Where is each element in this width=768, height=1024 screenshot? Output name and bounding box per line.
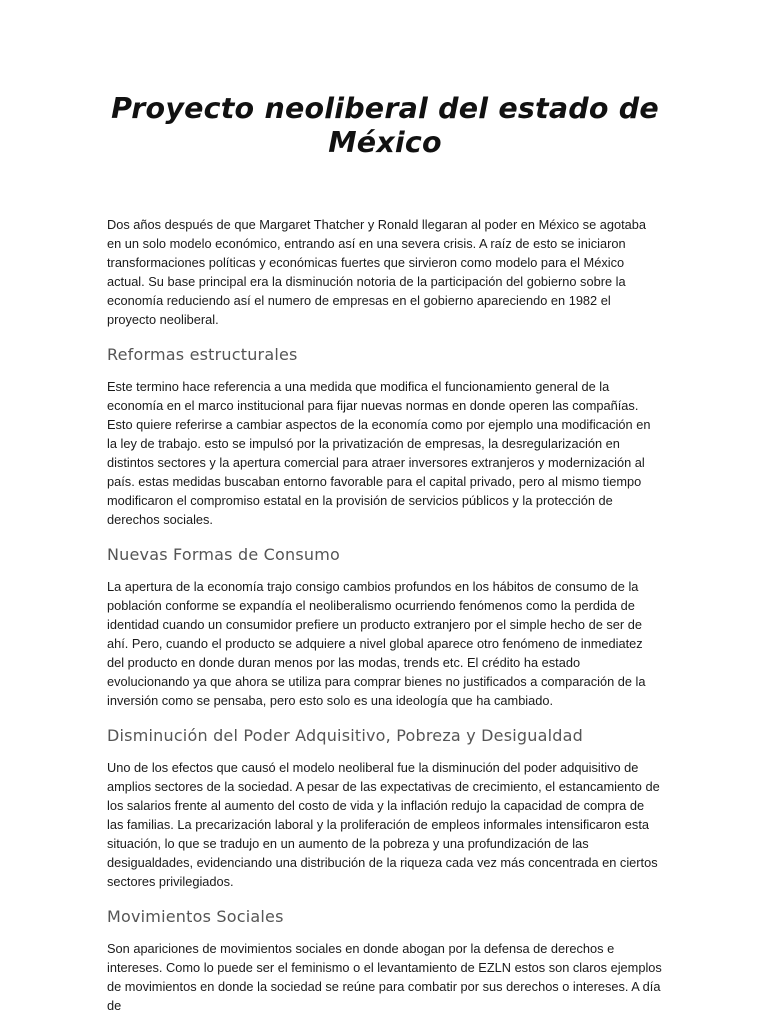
section-body-movimientos: Son apariciones de movimientos sociales en donde abogan por la defensa de derechos e intereses. Como lo puede ser el feminismo o el levantamiento de EZLN estos son claros ejemplos de movimientos en donde la sociedad se reúne para combatir por sus derechos o intereses. A día de	[107, 941, 662, 1013]
section-body-poder-adquisitivo: Uno de los efectos que causó el modelo neoliberal fue la disminución del poder adquisitivo de amplios sectores de la sociedad. A pesar de las expectativas de crecimiento, el estancamiento de los salarios frente al aumento del costo de vida y la inflación redujo la capacidad de compra de las familias. La precarización laboral y la proliferación de empleos informales intensificaron esta situación, lo que se tradujo en un aumento de la pobreza y una profundización de las desigualdades, evidenciando una distribución de la riqueza cada vez más concentrada en ciertos sectores privilegiados.	[107, 760, 660, 889]
intro-paragraph: Dos años después de que Margaret Thatcher y Ronald llegaran al poder en México se agotaba en un solo modelo económico, entrando así en una severa crisis. A raíz de esto se iniciaron transformaciones políticas y económicas fuertes que sirvieron como modelo para el México actual. Su base principal era la disminución notoria de la participación del gobierno sobre la economía reduciendo así el numero de empresas en el gobierno apareciendo en 1982 el proyecto neoliberal.	[107, 217, 646, 327]
document-title: Proyecto neoliberal del estado de México	[111, 92, 659, 159]
section-heading-reformas: Reformas estructurales	[107, 345, 298, 364]
section-heading-movimientos: Movimientos Sociales	[107, 907, 284, 926]
section-heading-poder-adquisitivo: Disminución del Poder Adquisitivo, Pobreza y Desigualdad	[107, 726, 583, 745]
section-heading-consumo: Nuevas Formas de Consumo	[107, 545, 341, 564]
document-page	[107, 0, 663, 1015]
section-body-reformas: Este termino hace referencia a una medida que modifica el funcionamiento general de la economía en el marco institucional para fijar nuevas normas en donde operen las compañías. Esto quiere referirse a cambiar aspectos de la economía como por ejemplo una modificación en la ley de trabajo. esto se impulsó por la privatización de empresas, la desregularización en distintos sectores y la apertura comercial para atraer inversores extranjeros y modernización al país. estas medidas buscaban entorno favorable para el capital privado, pero al mismo tiempo modificaron el compromiso estatal en la provisión de servicios públicos y la protección de derechos sociales.	[107, 379, 651, 527]
section-body-consumo: La apertura de la economía trajo consigo cambios profundos en los hábitos de consumo de la población conforme se expandía el neoliberalismo ocurriendo fenómenos como la perdida de identidad cuando un consumidor prefiere un producto extranjero por el simple hecho de ser de ahí. Pero, cuando el producto se adquiere a nivel global aparece otro fenómeno de inmediatez del producto en donde duran menos por las modas, trends etc. El crédito ha estado evolucionando ya que ahora se utiliza para comprar bienes no justificados a comparación de la inversión como se pensaba, pero esto solo es una ideología que ha cambiado.	[107, 579, 646, 708]
